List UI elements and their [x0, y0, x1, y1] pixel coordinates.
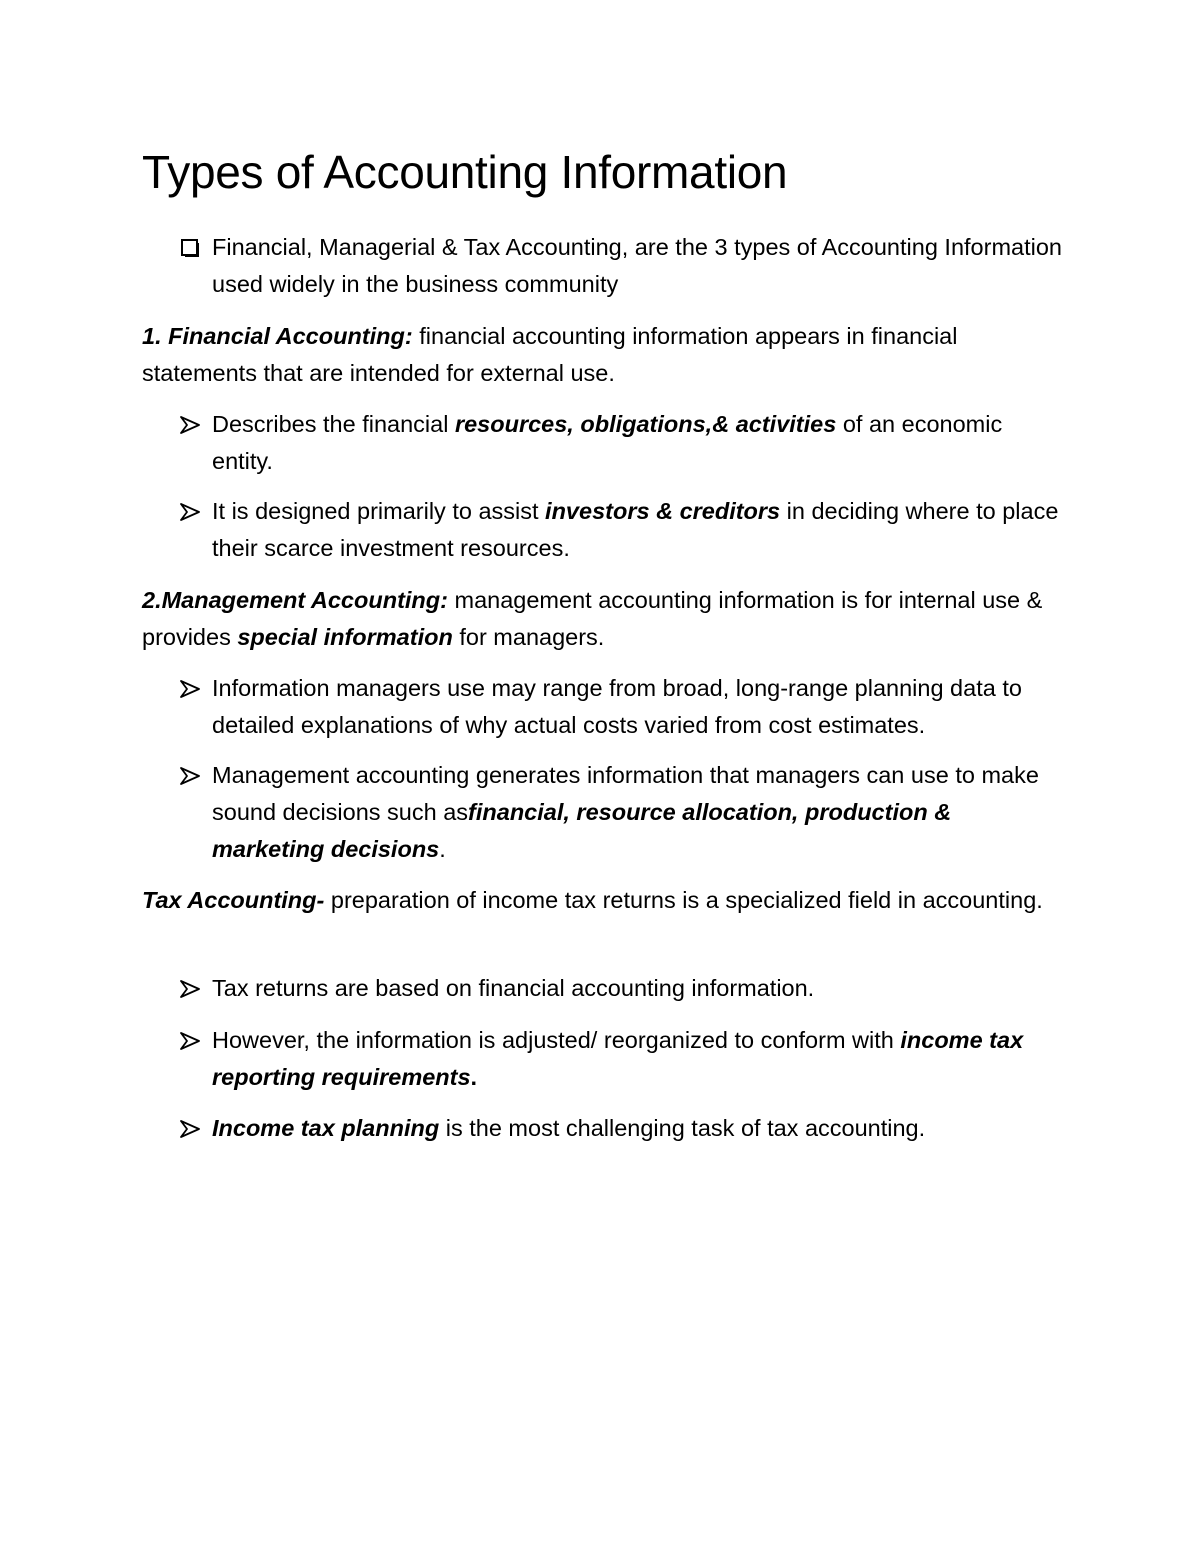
tax-paragraph: [142, 882, 1072, 919]
bullet-text: Tax returns are based on financial accounting information.: [212, 975, 815, 1001]
financial-text: financial accounting information appears in financial statements that are intended for external use.: [142, 323, 958, 386]
management-paragraph: [142, 582, 1072, 656]
page-title: Types of Accounting Information: [142, 146, 788, 198]
tax-bullet-3: [212, 1110, 1062, 1147]
bullet-text: Management accounting generates information that managers can use to make sound decisions such as: [212, 762, 1039, 825]
management-bullet-2: [212, 757, 1062, 868]
arrow-bullet-icon: [178, 493, 202, 530]
bullet-text: is the most challenging task of tax accounting.: [439, 1115, 926, 1141]
management-text: management accounting information is for internal use & provides: [142, 587, 1043, 650]
bullet-text: of an economic entity.: [212, 411, 1003, 474]
bullet-text: Describes the financial: [212, 411, 455, 437]
bullet-emphasis: Income tax planning: [212, 1115, 440, 1141]
tax-bullet-2: [212, 1022, 1062, 1096]
management-text: for managers.: [452, 624, 605, 650]
intro-bullet: [212, 229, 1062, 303]
bullet-text: .: [470, 1064, 478, 1090]
financial-bullet-1: [212, 406, 1062, 480]
tax-bullet-1: [212, 970, 1062, 1007]
arrow-bullet-icon: [178, 970, 202, 1007]
bullet-text: Information managers use may range from broad, long-range planning data to detailed explanations of why actual costs varied from cost estimates.: [212, 675, 1022, 738]
bullet-emphasis: income tax reporting requirements: [212, 1027, 1024, 1090]
intro-text: Financial, Managerial & Tax Accounting, are the 3 types of Accounting Information used widely in the business community: [212, 234, 1062, 297]
arrow-bullet-icon: [178, 1022, 202, 1059]
bullet-emphasis: financial, resource allocation, production & marketing decisions: [212, 799, 952, 862]
arrow-bullet-icon: [178, 670, 202, 707]
management-emphasis: special information: [237, 624, 453, 650]
bullet-text: However, the information is adjusted/ reorganized to conform with: [212, 1027, 901, 1053]
arrow-bullet-icon: [178, 1110, 202, 1147]
bullet-text: It is designed primarily to assist: [212, 498, 546, 524]
financial-heading: 1. Financial Accounting:: [142, 323, 413, 349]
bullet-text: in deciding where to place their scarce investment resources.: [212, 498, 1059, 561]
bullet-text: .: [439, 836, 446, 862]
arrow-bullet-icon: [178, 406, 202, 443]
bullet-emphasis: resources, obligations,& activities: [454, 411, 837, 437]
tax-text: preparation of income tax returns is a specialized field in accounting.: [324, 887, 1043, 913]
checkbox-square-icon: [178, 229, 202, 266]
tax-heading: Tax Accounting-: [142, 887, 325, 913]
management-bullet-1: [212, 670, 1062, 744]
financial-bullet-2: [212, 493, 1062, 567]
financial-paragraph: [142, 318, 1072, 392]
bullet-emphasis: investors & creditors: [545, 498, 781, 524]
arrow-bullet-icon: [178, 757, 202, 794]
management-heading: 2.Management Accounting:: [142, 587, 448, 613]
